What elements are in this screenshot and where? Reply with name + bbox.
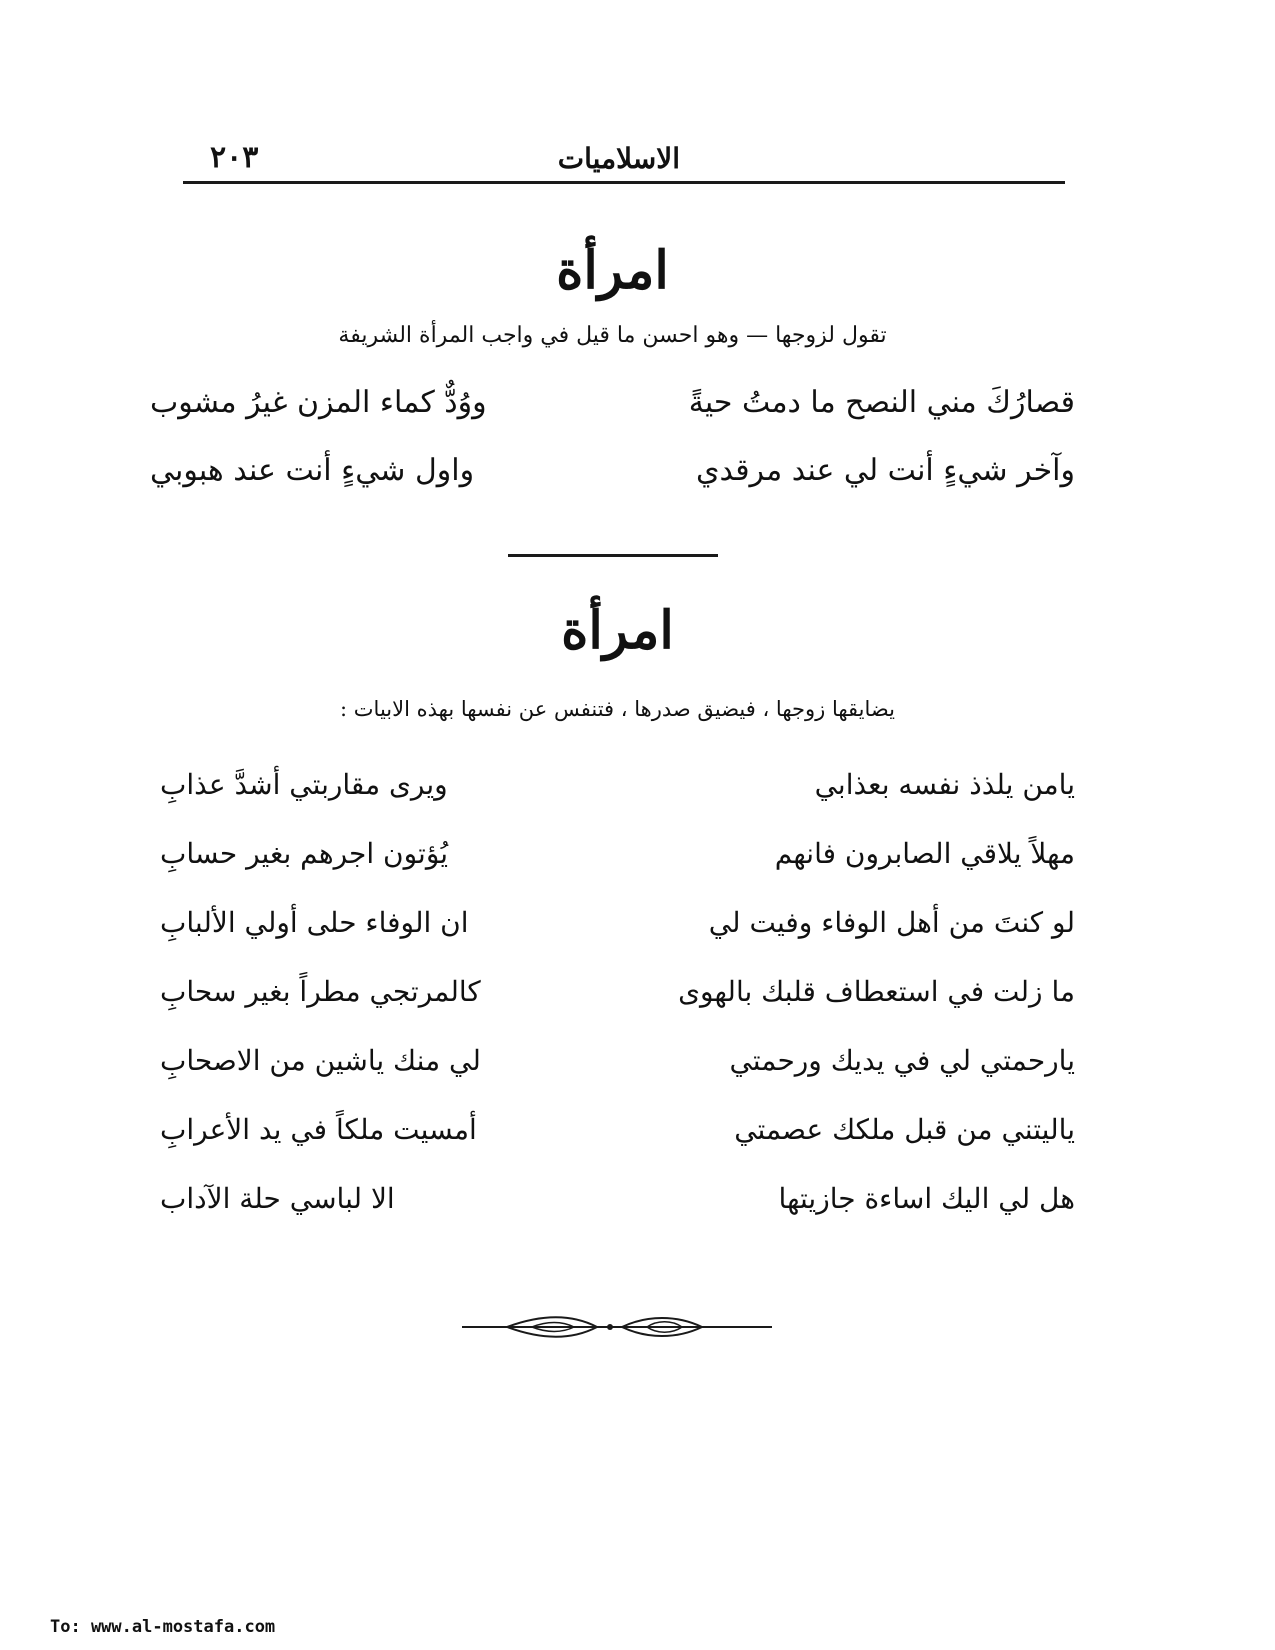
verse-line xyxy=(160,1026,1075,1095)
verse-list xyxy=(150,369,1075,505)
second-hemistich: لي منك ياشين من الاصحابِ xyxy=(160,1043,481,1077)
verse-line xyxy=(150,437,1075,505)
end-ornament xyxy=(462,1310,772,1344)
verse-line xyxy=(160,957,1075,1026)
verse-line xyxy=(150,369,1075,437)
verse-line xyxy=(160,1095,1075,1164)
first-hemistich: هل لي اليك اساءة جازيتها xyxy=(778,1181,1075,1215)
page-number: ٢٠٣ xyxy=(210,140,259,175)
poem-subtitle: تقول لزوجها — وهو احسن ما قيل في واجب المرأة الشريفة xyxy=(338,323,887,348)
verse-line xyxy=(160,1164,1075,1233)
second-hemistich: ووُدٌّ كماء المزن غيرُ مشوب xyxy=(150,385,487,421)
second-hemistich: يُؤتون اجرهم بغير حسابِ xyxy=(160,836,449,870)
source-footer: To: www.al-mostafa.com xyxy=(50,1617,276,1637)
second-hemistich: واول شيءٍ أنت عند هبوبي xyxy=(150,453,475,489)
poem-subtitle: يضايقها زوجها ، فيضيق صدرها ، فتنفس عن نفسها بهذه الابيات : xyxy=(340,697,895,721)
verse-line xyxy=(160,888,1075,957)
second-hemistich: ويرى مقاربتي أشدَّ عذابِ xyxy=(160,767,448,801)
poem-section-1 xyxy=(150,240,1075,505)
first-hemistich: ما زلت في استعطاف قلبك بالهوى xyxy=(678,974,1075,1008)
running-title: الاسلاميات xyxy=(557,142,680,175)
second-hemistich: أمسيت ملكاً في يد الأعرابِ xyxy=(160,1112,477,1146)
page-header xyxy=(185,140,1065,180)
first-hemistich: مهلاً يلاقي الصابرون فانهم xyxy=(774,836,1075,870)
first-hemistich: وآخر شيءٍ أنت لي عند مرقدي xyxy=(695,453,1075,489)
verse-list xyxy=(160,750,1075,1233)
first-hemistich: ياليتني من قبل ملكك عصمتي xyxy=(734,1112,1075,1146)
first-hemistich: لو كنتَ من أهل الوفاء وفيت لي xyxy=(708,905,1075,939)
second-hemistich: كالمرتجي مطراً بغير سحابِ xyxy=(160,974,481,1008)
poem-title: امرأة xyxy=(561,600,674,661)
verse-line xyxy=(160,750,1075,819)
poem-section-2 xyxy=(160,600,1075,1233)
first-hemistich: يارحمتي لي في يديك ورحمتي xyxy=(729,1043,1075,1077)
header-rule xyxy=(183,181,1065,184)
section-divider xyxy=(508,554,718,557)
second-hemistich: ان الوفاء حلى أولي الألبابِ xyxy=(160,905,469,939)
verse-line xyxy=(160,819,1075,888)
poem-title: امرأة xyxy=(556,240,669,301)
first-hemistich: قصارُكَ مني النصح ما دمتُ حيةً xyxy=(688,385,1075,421)
first-hemistich: يامن يلذذ نفسه بعذابي xyxy=(814,767,1075,801)
second-hemistich: الا لباسي حلة الآداب xyxy=(160,1181,395,1215)
